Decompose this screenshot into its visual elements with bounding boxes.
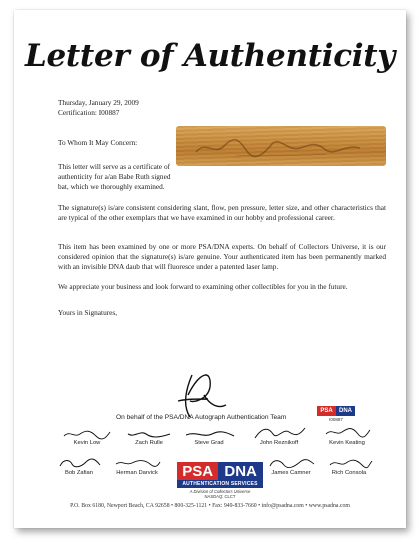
expert-signature <box>110 456 164 470</box>
dna-text: DNA <box>218 462 263 480</box>
expert-steve-grad <box>174 428 244 446</box>
nasdaq-line: NASDAQ: CLCT <box>204 494 236 499</box>
team-line: On behalf of the PSA/DNA Autograph Authentication Team <box>116 414 287 421</box>
expert-herman-darvick <box>102 456 172 476</box>
expert-signature <box>249 424 309 440</box>
expert-signature <box>52 456 106 470</box>
paragraph-consistency: The signature(s) is/are consistent considering slant, flow, pen pressure, letter size, and other characteristics that are typical of the other exemplars that we have examined in our hobby and professional career. <box>58 203 386 222</box>
expert-rich-consola <box>314 456 384 476</box>
certification-number: Certification: I00887 <box>58 108 120 117</box>
letter-date: Thursday, January 29, 2009 <box>58 98 139 107</box>
expert-name: Zach Rulle <box>135 440 163 446</box>
psa-dna-wordmark <box>177 462 263 480</box>
letter-meta <box>58 98 139 118</box>
expert-signature <box>264 456 318 470</box>
expert-signature <box>320 424 374 440</box>
expert-john-reznikoff <box>244 424 314 446</box>
psa-cert-label <box>317 406 355 422</box>
letter-title: Letter of Authenticity <box>24 38 395 74</box>
bat-signature-photo <box>176 126 386 166</box>
expert-kevin-low <box>52 428 122 446</box>
closing: Yours in Signatures, <box>58 308 118 317</box>
expert-name: Steve Grad <box>194 440 224 446</box>
expert-signature <box>60 428 114 440</box>
salutation: To Whom It May Concern: <box>58 138 138 147</box>
expert-name: Kevin Low <box>73 440 101 446</box>
expert-name: Herman Darvick <box>116 470 158 476</box>
intro-paragraph: This letter will serve as a certificate of authenticity for a/an Babe Ruth signed bat, which we thoroughly examined. <box>58 162 171 191</box>
paragraph-examination: This item has been examined by one or more PSA/DNA experts. On behalf of Collectors Universe, it is our considered opinion that the signature(s) is/are genuine. Your authenticated item has been permanently marked with an invisible DNA daub that will fluoresce under a patented laser lamp. <box>58 242 386 271</box>
expert-name: Rich Consola <box>331 470 367 476</box>
psa-mini-dna: DNA <box>336 406 355 416</box>
expert-signature <box>122 428 176 440</box>
expert-signature <box>182 428 236 440</box>
psa-dna-logo <box>177 462 263 499</box>
expert-name: James Camner <box>271 470 311 476</box>
authentication-services: AUTHENTICATION SERVICES <box>177 480 263 488</box>
division-line: A Division of Collectors Universe <box>189 489 251 494</box>
footer-contact: P.O. Box 6180, Newport Beach, CA 92658 • 800-325-1121 • Fax: 949-833-7660 • info@psadna.com • www.psadna.com <box>70 503 350 509</box>
psa-mini-cert: I00887 <box>329 417 343 422</box>
paragraph-appreciation: We appreciate your business and look forward to examining other collectibles for you in the future. <box>58 282 348 291</box>
expert-name: John Reznikoff <box>259 440 299 446</box>
expert-kevin-keating <box>312 424 382 446</box>
psa-mini-psa: PSA <box>317 406 336 416</box>
expert-name: Bob Zafian <box>64 470 94 476</box>
expert-name: Kevin Keating <box>329 440 365 446</box>
psa-text: PSA <box>177 462 218 480</box>
letter-sheet <box>14 10 406 528</box>
expert-signature <box>322 456 376 470</box>
bat-signature-image <box>176 126 386 166</box>
psa-mini-logo <box>317 406 355 416</box>
